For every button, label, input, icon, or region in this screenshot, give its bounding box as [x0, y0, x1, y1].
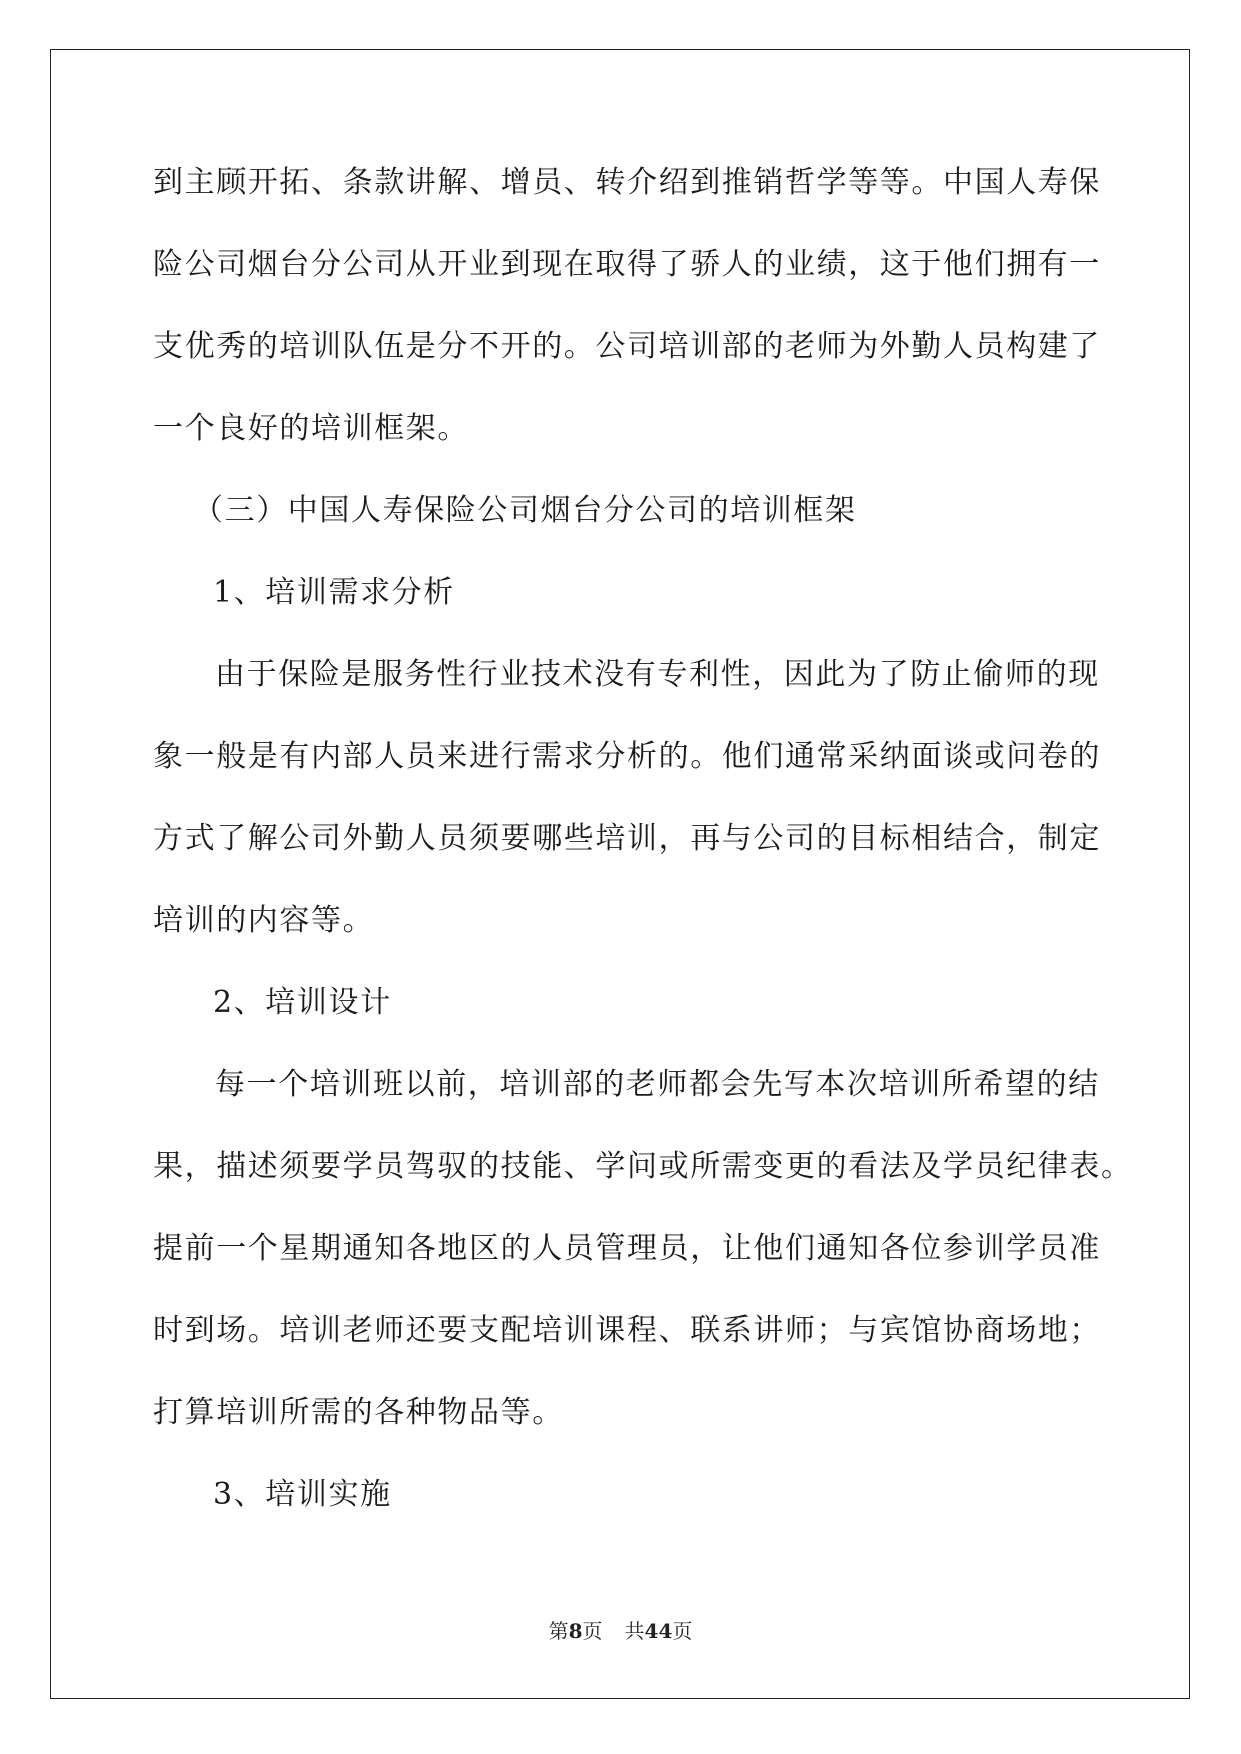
subsection-heading: 1、培训需求分析	[213, 575, 455, 610]
paragraph-line: 由于保险是服务性行业技术没有专利性，因此为了防止偷师的现	[215, 657, 1100, 692]
paragraph-line: 每一个培训班以前，培训部的老师都会先写本次培训所希望的结	[215, 1067, 1100, 1102]
paragraph-line: 象一般是有内部人员来进行需求分析的。他们通常采纳面谈或问卷的	[153, 739, 1101, 774]
paragraph-line: 一个良好的培训框架。	[153, 411, 469, 446]
total-label-prefix: 共	[624, 1619, 645, 1643]
page-border	[50, 49, 1190, 1699]
page-footer	[0, 1618, 1241, 1644]
section-heading: （三）中国人寿保险公司烟台分公司的培训框架	[193, 493, 857, 528]
page-label-suffix: 页	[582, 1619, 603, 1643]
subsection-heading: 2、培训设计	[213, 985, 392, 1020]
paragraph-line: 到主顾开拓、条款讲解、增员、转介绍到推销哲学等等。中国人寿保	[153, 165, 1101, 200]
paragraph-line: 方式了解公司外勤人员须要哪些培训，再与公司的目标相结合，制定	[153, 821, 1101, 856]
subsection-heading: 3、培训实施	[213, 1477, 392, 1512]
paragraph-line: 打算培训所需的各种物品等。	[153, 1395, 564, 1430]
paragraph-line: 果，描述须要学员驾驭的技能、学问或所需变更的看法及学员纪律表。	[153, 1149, 1133, 1184]
page-label-prefix: 第	[548, 1619, 569, 1643]
paragraph-line: 提前一个星期通知各地区的人员管理员，让他们通知各位参训学员准	[153, 1231, 1101, 1266]
page-number: 8	[568, 1619, 583, 1643]
paragraph-line: 时到场。培训老师还要支配培训课程、联系讲师；与宾馆协商场地；	[153, 1313, 1101, 1348]
total-label-suffix: 页	[672, 1619, 693, 1643]
paragraph-line: 培训的内容等。	[153, 903, 375, 938]
paragraph-line: 险公司烟台分公司从开业到现在取得了骄人的业绩，这于他们拥有一	[153, 247, 1101, 282]
total-pages: 44	[644, 1619, 673, 1643]
paragraph-line: 支优秀的培训队伍是分不开的。公司培训部的老师为外勤人员构建了	[153, 329, 1101, 364]
